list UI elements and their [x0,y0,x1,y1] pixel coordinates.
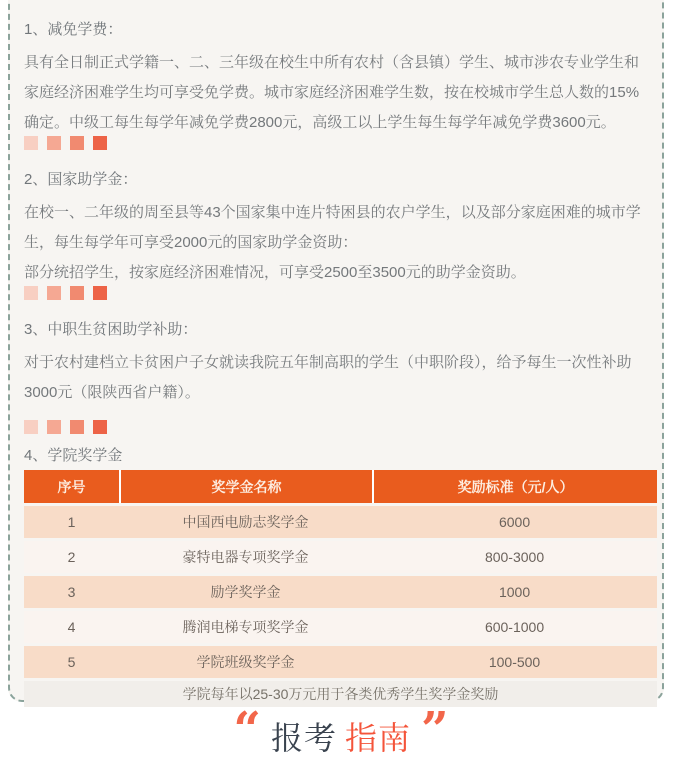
content-card [8,0,664,702]
divider-square-icon [24,420,38,434]
table-cell: 600-1000 [484,619,545,635]
scholarship-table-body [24,506,657,678]
table-cell: 2 [67,549,76,565]
open-quote-icon: “ [233,702,261,758]
table-cell: 中国西电励志奖学金 [182,514,309,530]
section-3-paragraph-1: 对于农村建档立卡贫困户子女就读我院五年制高职的学生（中职阶段），给予每生一次性补助3000元（限陕西省户籍）。 [24,354,632,401]
section-2-heading: 2、国家助学金： [24,171,138,188]
table-cell: 6000 [498,514,531,530]
section-2-paragraph-1: 在校一、二年级的周至县等43个国家集中连片特困县的农户学生，以及部分家庭困难的城市学生，每生每学年可享受2000元的国家助学金资助： [24,204,641,251]
divider-square-icon [93,420,107,434]
divider-square-icon [70,420,84,434]
divider-square-icon [93,286,107,300]
section-1-heading: 1、减免学费： [24,21,123,38]
section-3-heading: 3、中职生贫困助学补助： [24,321,198,338]
table-cell: 1000 [498,584,531,600]
table-cell: 100-500 [488,654,541,670]
table-cell: 4 [67,619,76,635]
table-row [24,646,657,678]
table-cell: 5 [67,654,76,670]
table-cell: 豪特电器专项奖学金 [182,549,309,565]
table-header-cell: 奖学金名称 [119,470,372,503]
divider-square-icon [47,420,61,434]
table-cell: 学院班级奖学金 [196,654,295,670]
divider-square-icon [47,136,61,150]
table-row [24,541,657,573]
divider-square-icon [70,286,84,300]
section-4-heading: 4、学院奖学金 [24,447,123,464]
table-cell: 800-3000 [484,549,545,565]
table-cell: 1 [67,514,76,530]
banner-text-dark: 报考 [270,720,337,756]
table-footer-note: 学院每年以25-30万元用于各类优秀学生奖学金奖励 [24,681,657,707]
table-cell: 腾润电梯专项奖学金 [182,619,309,635]
section-divider [24,420,648,434]
page-banner-title [0,702,682,760]
table-cell: 励学奖学金 [210,584,281,600]
divider-square-icon [24,286,38,300]
scholarship-table [24,470,657,707]
close-quote-icon: ” [421,702,449,758]
table-cell: 3 [67,584,76,600]
banner-text-accent: 指南 [345,720,412,756]
table-row [24,576,657,608]
table-header-cell: 序号 [57,478,86,495]
table-row [24,611,657,643]
table-header-cell: 奖励标准（元/人） [372,470,657,503]
divider-square-icon [70,136,84,150]
divider-square-icon [93,136,107,150]
section-2-paragraph-2: 部分统招学生，按家庭经济困难情况，可享受2500至3500元的助学金资助。 [24,264,526,281]
section-1-paragraph-1: 具有全日制正式学籍一、二、三年级在校生中所有农村（含县镇）学生、城市涉农专业学生和家庭经济困难学生均可享受免学费。城市家庭经济困难学生数，按在校城市学生总人数的15%确定。中级工每生每学年减免学费2800元，高级工以上学生每生每学年减免学费3600元。 [24,54,640,131]
table-row [24,506,657,538]
section-divider [24,286,648,300]
scholarship-table-header-row [24,470,657,503]
divider-square-icon [24,136,38,150]
divider-square-icon [47,286,61,300]
section-divider [24,136,648,150]
